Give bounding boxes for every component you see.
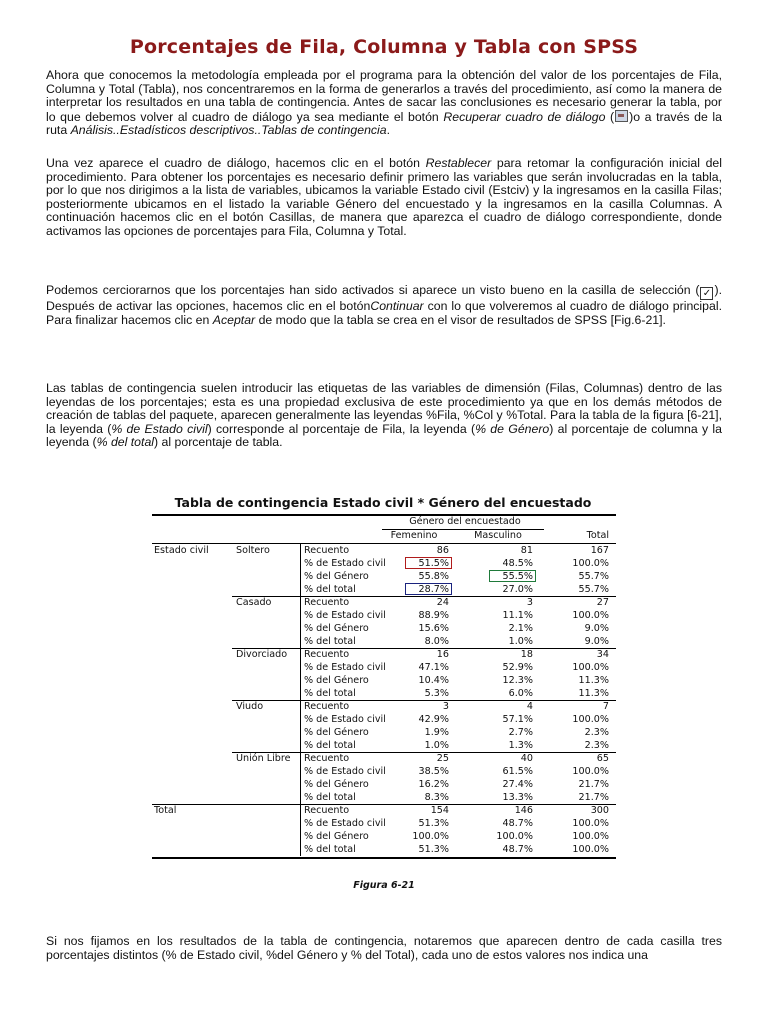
p1-text-e: Análisis..Estadísticos descriptivos..Tablas de contingencia bbox=[70, 123, 387, 138]
measure-label: % de Estado civil bbox=[304, 766, 386, 777]
p1-text-b: Recuperar cuadro de diálogo bbox=[443, 109, 606, 124]
total-percent-highlight bbox=[405, 583, 452, 595]
table-cell: 100.0% bbox=[572, 831, 609, 842]
table-cell: 100.0% bbox=[572, 714, 609, 725]
table-cell: 28.7% bbox=[418, 584, 449, 595]
p3-text-f: de modo que la tabla se crea en el visor de resultados de SPSS [Fig.6-21]. bbox=[255, 312, 666, 327]
measure-label: Recuento bbox=[304, 805, 350, 816]
table-cell: 65 bbox=[596, 753, 609, 764]
measure-label: Recuento bbox=[304, 545, 350, 556]
p4-text-b: % de Estado civil bbox=[111, 421, 208, 436]
p4-text-a: Las tablas de contingencia suelen introducir las etiquetas de las variables de dimensión (Filas, Columnas) dentro de las leyendas de los porcentajes; esta es una propiedad exclusiva de este procedimiento ya que en los demás métodos de creación de tablas del paquete, aparecen generalmente las leyendas %Fila, %Col y %Total. Para la tabla de la figura [6-21], la leyenda ( bbox=[46, 381, 722, 436]
total-row-label: Total bbox=[154, 805, 177, 816]
table-cell: 16.2% bbox=[418, 779, 449, 790]
measure-label: Recuento bbox=[304, 597, 350, 608]
group-label: Casado bbox=[236, 597, 272, 608]
table-cell: 2.3% bbox=[584, 740, 609, 751]
measure-label: % del total bbox=[304, 688, 356, 699]
figure-caption: Figura 6-21 bbox=[353, 880, 415, 891]
table-cell: 34 bbox=[596, 649, 609, 660]
table-top-border bbox=[152, 514, 616, 516]
table-cell: 25 bbox=[436, 753, 449, 764]
table-cell: 55.5% bbox=[502, 571, 533, 582]
row-variable-label: Estado civil bbox=[154, 545, 209, 556]
column-percent-highlight bbox=[489, 570, 536, 582]
table-cell: 27 bbox=[596, 597, 609, 608]
table-cell: 167 bbox=[590, 545, 609, 556]
measure-label: % de Estado civil bbox=[304, 558, 386, 569]
table-title: Tabla de contingencia Estado civil * Género del encuestado bbox=[174, 495, 592, 510]
table-cell: 300 bbox=[590, 805, 609, 816]
table-cell: 9.0% bbox=[584, 636, 609, 647]
table-cell: 57.1% bbox=[502, 714, 533, 725]
measure-label: % de Estado civil bbox=[304, 662, 386, 673]
table-cell: 11.3% bbox=[578, 675, 609, 686]
checkbox-checked-icon: ✓ bbox=[700, 287, 713, 300]
p3-text-e: Aceptar bbox=[212, 312, 256, 327]
measure-label: % del total bbox=[304, 844, 356, 855]
table-cell: 21.7% bbox=[578, 792, 609, 803]
table-cell: 2.7% bbox=[508, 727, 533, 738]
measure-label: % del total bbox=[304, 584, 356, 595]
p1-text-f: . bbox=[386, 123, 391, 138]
table-cell: 86 bbox=[436, 545, 449, 556]
p4-text-g: ) al porcentaje de tabla. bbox=[154, 435, 283, 450]
table-cell: 8.0% bbox=[424, 636, 449, 647]
measure-label: Recuento bbox=[304, 753, 350, 764]
p3-text-d: con lo que volveremos al cuadro de diálogo principal. Para finalizar hacemos clic en bbox=[46, 299, 722, 327]
table-cell: 5.3% bbox=[424, 688, 449, 699]
measure-label: % del Género bbox=[304, 675, 369, 686]
table-cell: 2.3% bbox=[584, 727, 609, 738]
table-cell: 81 bbox=[520, 545, 533, 556]
table-cell: 1.9% bbox=[424, 727, 449, 738]
table-cell: 100.0% bbox=[572, 818, 609, 829]
table-cell: 12.3% bbox=[502, 675, 533, 686]
p2-text-b: Restablecer bbox=[425, 156, 492, 170]
table-cell: 6.0% bbox=[508, 688, 533, 699]
p2-text-c: para retomar la configuración inicial del procedimiento. Para obtener los porcentajes es necesario definir primero las variables que serán involucradas en la tabla, por lo que nos dirigimos a la lista de variables, ubicamos la variable Estado civil (Estciv) y la ingresamos en la casilla Filas; posteriormente ubicamos en el listado la variable Género del encuestado y la ingresamos en la casilla Columnas. A continuación hacemos clic en el botón Casillas, de manera que aparezca el cuadro de diálogo correspondiente, donde activamos las opciones de porcentajes para Fila, Columna y Total. bbox=[46, 156, 723, 238]
table-cell: 8.3% bbox=[424, 792, 449, 803]
group-label: Unión Libre bbox=[236, 753, 291, 764]
table-cell: 100.0% bbox=[572, 662, 609, 673]
table-cell: 24 bbox=[436, 597, 449, 608]
measure-label: % del Género bbox=[304, 831, 369, 842]
table-cell: 42.9% bbox=[418, 714, 449, 725]
table-cell: 100.0% bbox=[496, 831, 533, 842]
table-cell: 21.7% bbox=[578, 779, 609, 790]
measure-label: % del Género bbox=[304, 623, 369, 634]
row-percent-highlight bbox=[405, 557, 452, 569]
table-cell: 3 bbox=[526, 597, 533, 608]
measure-label: % de Estado civil bbox=[304, 818, 386, 829]
p2-text-a: Una vez aparece el cuadro de diálogo, hacemos clic en el botón bbox=[46, 156, 426, 170]
table-cell: 1.0% bbox=[508, 636, 533, 647]
p3-text-c: Continuar bbox=[370, 299, 424, 313]
table-cell: 100.0% bbox=[572, 766, 609, 777]
table-cell: 13.3% bbox=[502, 792, 533, 803]
table-cell: 10.4% bbox=[418, 675, 449, 686]
column-group-header: Género del encuestado bbox=[409, 516, 521, 527]
p4-text-e: ) al porcentaje de columna y la leyenda ( bbox=[46, 421, 723, 450]
p1-text-d: )o a través de la ruta bbox=[46, 109, 722, 138]
group-label: Divorciado bbox=[236, 649, 288, 660]
measure-label: % del total bbox=[304, 740, 356, 751]
table-bottom-border bbox=[152, 857, 616, 859]
measure-label: % del total bbox=[304, 636, 356, 647]
table-cell: 48.7% bbox=[502, 844, 533, 855]
measure-label: % del Género bbox=[304, 571, 369, 582]
table-cell: 15.6% bbox=[418, 623, 449, 634]
table-cell: 51.3% bbox=[418, 844, 449, 855]
paragraph-1 bbox=[46, 69, 722, 138]
table-cell: 100.0% bbox=[572, 844, 609, 855]
table-cell: 16 bbox=[436, 649, 449, 660]
table-cell: 47.1% bbox=[418, 662, 449, 673]
paragraph-2 bbox=[46, 157, 722, 239]
measure-label: % del Género bbox=[304, 727, 369, 738]
table-cell: 154 bbox=[430, 805, 449, 816]
table-cell: 146 bbox=[514, 805, 533, 816]
header-bottom-border bbox=[152, 543, 616, 544]
table-cell: 48.7% bbox=[502, 818, 533, 829]
table-cell: 3 bbox=[442, 701, 449, 712]
group-label: Soltero bbox=[236, 545, 270, 556]
p3-text-a: Podemos cerciorarnos que los porcentajes han sido activados si aparece un visto bueno en la casilla de selección ( bbox=[46, 283, 700, 297]
table-cell: 100.0% bbox=[412, 831, 449, 842]
page-title: Porcentajes de Fila, Columna y Tabla con SPSS bbox=[129, 36, 639, 58]
table-cell: 7 bbox=[602, 701, 609, 712]
column-header-2: Total bbox=[586, 530, 609, 541]
table-cell: 55.8% bbox=[418, 571, 449, 582]
measure-label: % del total bbox=[304, 792, 356, 803]
measure-label: Recuento bbox=[304, 649, 350, 660]
group-label: Viudo bbox=[236, 701, 264, 712]
table-cell: 61.5% bbox=[502, 766, 533, 777]
paragraph-5 bbox=[46, 935, 722, 962]
table-cell: 11.3% bbox=[578, 688, 609, 699]
table-cell: 52.9% bbox=[502, 662, 533, 673]
measure-label: % del Género bbox=[304, 779, 369, 790]
p4-text-c: ) corresponde al porcentaje de Fila, la leyenda ( bbox=[207, 421, 476, 436]
recall-dialog-icon bbox=[615, 110, 628, 122]
table-cell: 18 bbox=[520, 649, 533, 660]
table-cell: 38.5% bbox=[418, 766, 449, 777]
table-cell: 1.0% bbox=[424, 740, 449, 751]
p4-text-f: % del total bbox=[96, 435, 155, 450]
p1-text-c: ( bbox=[605, 109, 615, 124]
table-cell: 2.1% bbox=[508, 623, 533, 634]
paragraph-4 bbox=[46, 382, 722, 450]
table-cell: 55.7% bbox=[578, 584, 609, 595]
table-cell: 88.9% bbox=[418, 610, 449, 621]
column-header-0: Femenino bbox=[390, 530, 438, 541]
measure-label: Recuento bbox=[304, 701, 350, 712]
table-cell: 55.7% bbox=[578, 571, 609, 582]
p1-text-a: Ahora que conocemos la metodología empleada por el programa para la obtención del valor de los porcentajes de Fila, Columna y Total (Tabla), nos concentraremos en la forma de generarlos a través del procedimiento, así como la manera de interpretar los resultados en una tabla de contingencia. Antes de sacar las conclusiones es necesario generar la tabla, por lo que debemos volver al cuadro de diálogo ya sea mediante el botón bbox=[46, 68, 722, 124]
table-cell: 100.0% bbox=[572, 610, 609, 621]
paragraph-3 bbox=[46, 284, 722, 327]
measure-label: % de Estado civil bbox=[304, 714, 386, 725]
p3-text-b: ). Después de activar las opciones, hacemos clic en el botón bbox=[46, 283, 722, 313]
column-header-1: Masculino bbox=[474, 530, 522, 541]
table-cell: 40 bbox=[520, 753, 533, 764]
table-cell: 11.1% bbox=[502, 610, 533, 621]
table-cell: 4 bbox=[526, 701, 533, 712]
table-cell: 100.0% bbox=[572, 558, 609, 569]
table-cell: 27.4% bbox=[502, 779, 533, 790]
table-cell: 51.3% bbox=[418, 818, 449, 829]
table-cell: 9.0% bbox=[584, 623, 609, 634]
p4-text-d: % de Género bbox=[475, 421, 550, 436]
measure-label: % de Estado civil bbox=[304, 610, 386, 621]
table-cell: 27.0% bbox=[502, 584, 533, 595]
p5-text-a: Si nos fijamos en los resultados de la tabla de contingencia, notaremos que aparecen dentro de cada casilla tres porcentajes distintos (% de Estado civil, %del Género y % del Total), cada uno de estos valores nos indica una bbox=[46, 934, 722, 962]
table-cell: 51.5% bbox=[418, 558, 449, 569]
table-cell: 48.5% bbox=[502, 558, 533, 569]
table-cell: 1.3% bbox=[508, 740, 533, 751]
